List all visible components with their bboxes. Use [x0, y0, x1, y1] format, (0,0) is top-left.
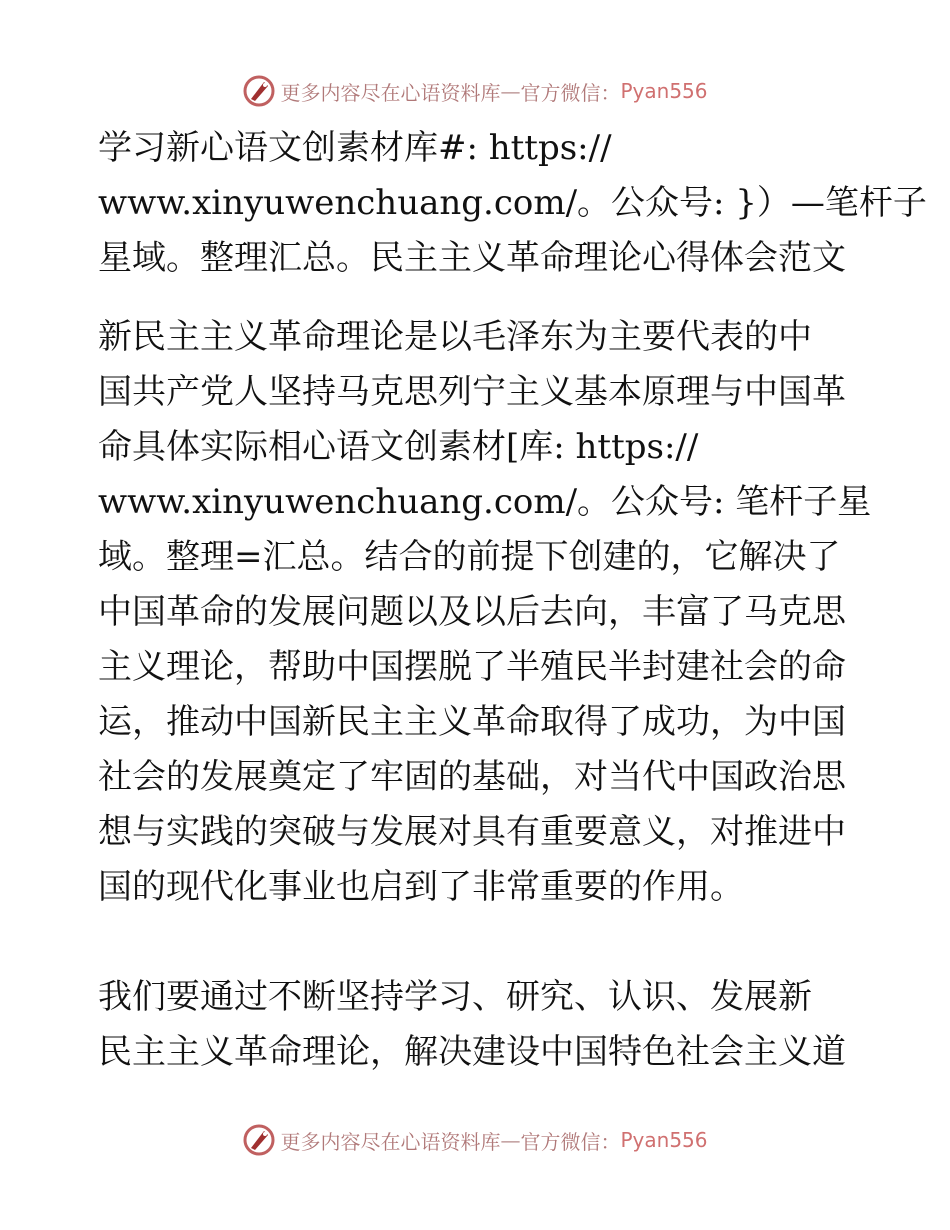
text-line: 运，推动中国新民主主义革命取得了成功，为中国: [98, 702, 846, 742]
text-line: www.xinyuwenchuang.com/。公众号: 笔杆子星: [98, 482, 872, 522]
banner-wechat-id: Pyan556: [620, 1128, 708, 1152]
text-line: 命具体实际相心语文创素材[库: https://: [98, 427, 699, 467]
header-watermark-banner: [0, 71, 950, 111]
text-line: 国的现代化事业也启到了非常重要的作用。: [98, 867, 744, 907]
pen-nib-circle-icon: [242, 74, 276, 108]
text-line: 国共产党人坚持马克思列宁主义基本原理与中国革: [98, 372, 846, 412]
paragraph-3: [98, 970, 858, 1080]
text-line: 新民主主义革命理论是以毛泽东为主要代表的中: [98, 317, 812, 357]
text-line: 学习新心语文创素材库#: https://: [98, 128, 612, 168]
footer-watermark-banner: [0, 1120, 950, 1160]
text-line: 社会的发展奠定了牢固的基础，对当代中国政治思: [98, 757, 846, 797]
text-line: 星域。整理汇总。民主主义革命理论心得体会范文: [98, 238, 846, 278]
text-line: www.xinyuwenchuang.com/。公众号: }）—笔杆子: [98, 183, 927, 223]
paragraph-1: [98, 121, 927, 286]
banner-wechat-id: Pyan556: [620, 79, 708, 103]
banner-dash: —: [500, 79, 521, 103]
banner-dash: —: [500, 1128, 521, 1152]
banner-title: 更多内容尽在心语资料库: [280, 1129, 501, 1154]
banner-wechat-label: 官方微信：: [520, 80, 621, 105]
text-line: 我们要通过不断坚持学习、研究、认识、发展新: [98, 977, 812, 1017]
banner-wechat-label: 官方微信：: [520, 1129, 621, 1154]
text-line: 想与实践的突破与发展对具有重要意义，对推进中: [98, 812, 846, 852]
text-line: 民主主义革命理论，解决建设中国特色社会主义道: [98, 1032, 846, 1072]
text-line: 中国革命的发展问题以及以后去向，丰富了马克思: [98, 592, 846, 632]
text-line: 域。整理=汇总。结合的前提下创建的，它解决了: [98, 537, 841, 577]
pen-nib-circle-icon: [242, 1123, 276, 1157]
paragraph-2: [98, 310, 872, 915]
text-line: 主义理论，帮助中国摆脱了半殖民半封建社会的命: [98, 647, 846, 687]
banner-title: 更多内容尽在心语资料库: [280, 80, 501, 105]
